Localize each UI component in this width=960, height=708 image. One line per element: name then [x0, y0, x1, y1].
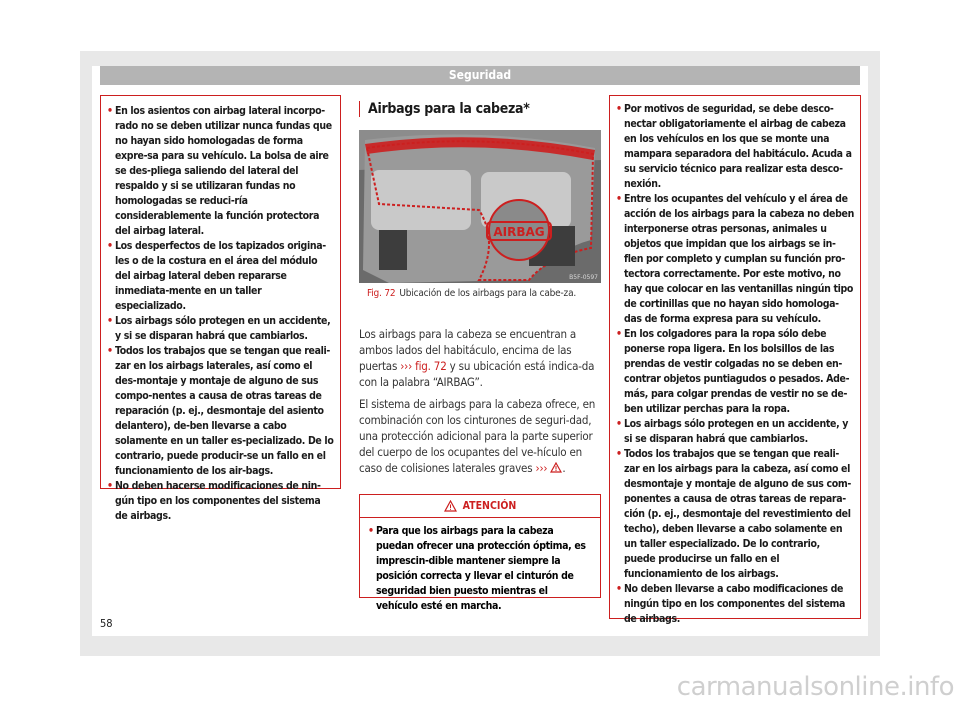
cross-reference-arrows[interactable]: ››› — [535, 461, 548, 475]
warning-header — [360, 495, 600, 518]
bullet-icon: • — [107, 480, 113, 492]
list-item: • Los airbags sólo protegen en un accidente, y si se disparan habrá que cambiarlos. — [616, 418, 849, 445]
bullet-icon: • — [107, 240, 113, 252]
list-item: • En los asientos con airbag lateral incorpo-rado no se deben utilizar nunca fundas que no hayan sido homologadas de forma expre-sa para su vehículo. La bolsa de aire se des-pliega saliendo del lateral del respaldo y si se utilizaran fundas no homologadas se reduci-ría considerablemente la función protectora del airbag lateral. — [107, 105, 332, 237]
bullet-icon: • — [107, 105, 113, 117]
warning-triangle-icon[interactable] — [550, 462, 562, 473]
section-title: Airbags para la cabeza* — [359, 101, 610, 117]
paragraph: Los airbags para la cabeza se encuentran a ambos lados del habitáculo, encima de las puertas ››› fig. 72 y su ubicación está indica-da con la palabra “AIRBAG”. — [359, 327, 595, 389]
list-item: • No deben llevarse a cabo modificaciones de ningún tipo en los componentes del sistema de airbags. — [616, 583, 846, 625]
list-item: • En los colgadores para la ropa sólo debe ponerse ropa ligera. En los bolsillos de las prendas de vestir colgadas no se deben en-contrar objetos puntiagudos o pesados. Ade-más, para colgar prendas de vestir no se de-ben utilizar perchas para la ropa. — [616, 328, 850, 415]
bullet-icon: • — [107, 345, 113, 357]
bullet-icon: • — [616, 328, 622, 340]
watermark: carmanualsonline.info — [676, 672, 954, 702]
body-text — [359, 326, 603, 482]
warning-triangle-icon — [444, 500, 457, 512]
bullet-icon: • — [616, 103, 622, 115]
figure-caption — [367, 287, 599, 300]
bullet-icon: • — [616, 583, 622, 595]
list-item: • Todos los trabajos que se tengan que reali-zar en los airbags laterales, así como el des-montaje y montaje de alguno de sus compo-nentes a causa de otras tareas de reparación (p. ej., desmontaje del asiento delantero), de-ben llevarse a cabo solamente en un taller es-pecializado. De lo contrario, puede producir-se un fallo en el funcionamiento de los air-bags. — [107, 345, 334, 477]
warning-box — [359, 494, 601, 612]
list-item: • Los airbags sólo protegen en un accidente, y si se disparan habrá que cambiarlos. — [107, 315, 331, 342]
list-item: • Entre los ocupantes del vehículo y el área de acción de los airbags para la cabeza no deben interponerse otras personas, animales u objetos que impidan que los airbags se in-flen por completo y cumplan su función pro-tectora correctamente. Por este motivo, no hay que colocar en las ventanillas ningún tipo de cortinillas que no hayan sido homologa-das de forma expresa para su vehículo. — [616, 193, 854, 325]
airbag-label: AIRBAG — [493, 225, 545, 239]
right-safety-box — [609, 95, 861, 625]
car-interior-illustration — [359, 130, 601, 283]
bullet-icon: • — [616, 418, 622, 430]
page-number: 58 — [100, 617, 113, 630]
page-header: Seguridad — [100, 66, 860, 85]
list-item: • Para que los airbags para la cabeza puedan ofrecer una protección óptima, es imprescin-dible mantener siempre la posición correcta y llevar el cinturón de seguridad bien puesto mientras el vehículo esté en marcha. — [368, 525, 586, 612]
list-item: • Por motivos de seguridad, se debe desco-nectar obligatoriamente el airbag de cabeza en los vehículos en los que se monte una mampara separadora del habitáculo. Acuda a su servicio técnico para realizar esta desco-nexión. — [616, 103, 852, 190]
bullet-icon: • — [107, 315, 113, 327]
caption-label: Fig. 72 — [367, 288, 396, 299]
figure-link[interactable]: fig. 72 — [415, 359, 447, 373]
airbag-figure — [359, 130, 601, 283]
list-item: • No deben hacerse modificaciones de nin-gún tipo en los componentes del sistema de airbags. — [107, 480, 321, 522]
cross-reference-arrows: ››› — [400, 359, 413, 373]
bullet-icon: • — [368, 525, 374, 537]
warning-title: ATENCIÓN — [462, 500, 517, 512]
paragraph: El sistema de airbags para la cabeza ofrece, en combinación con los cinturones de seguri-dad, una protección adicional para la parte superior del cuerpo de los ocupantes del ve-hículo en caso de colisiones laterales graves ››› . — [359, 397, 596, 475]
figure-code: B5F-0597 — [569, 274, 598, 281]
list-item: • Todos los trabajos que se tengan que reali-zar en los airbags para la cabeza, así como el desmontaje y montaje de alguno de sus com-ponentes a causa de otras tareas de repara-ción (p. ej., desmontaje del revestimiento del techo), deben llevarse a cabo solamente en un taller especializado. De lo contrario, puede producirse un fallo en el funcionamiento de los airbags. — [616, 448, 851, 580]
left-safety-box — [100, 95, 341, 522]
caption-text: Ubicación de los airbags para la cabe-za. — [399, 288, 577, 299]
bullet-icon: • — [616, 193, 622, 205]
bullet-icon: • — [616, 448, 622, 460]
list-item: • Los desperfectos de los tapizados origina-les o de la costura en el área del módulo del airbag lateral deben repararse inmediata-mente en un taller especializado. — [107, 240, 326, 312]
